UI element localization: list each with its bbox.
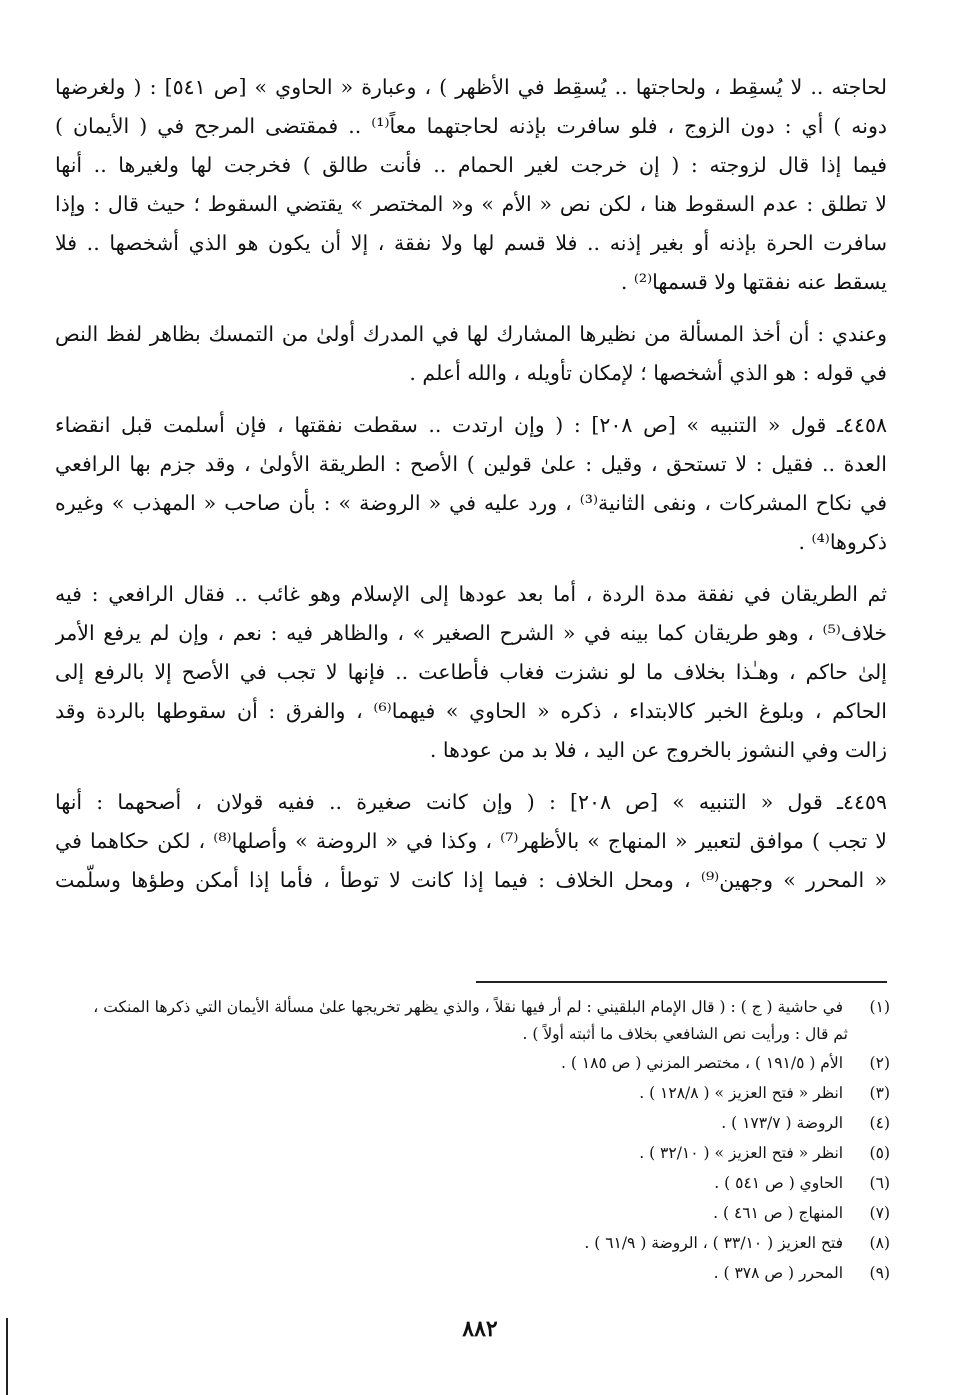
- footnote-number: (٢): [869, 1054, 890, 1072]
- footnote-number: (٩): [869, 1264, 890, 1282]
- footnote-number: (٧): [869, 1204, 890, 1222]
- text-line: لحاجته .. لا يُسقِط ، ولحاجتها .. يُسقِط في الأظهر ) ، وعبارة « الحاوي » [ص ٥٤١] : ( ولغرضها: [55, 75, 887, 99]
- main-text: [55, 68, 887, 900]
- footnote-text: فتح العزيز ( ٣٣/١٠ ) ، الروضة ( ٦١/٩ ) .: [584, 1234, 844, 1252]
- page-edge-line: [6, 1318, 8, 1395]
- footnote: [55, 1198, 890, 1228]
- text-line: ذكروها⁽⁴⁾ .: [798, 530, 887, 554]
- text-line: فيما إذا قال لزوجته : ( إن خرجت لغير الحمام .. فأنت طالق ) فخرجت لها ولغيرها .. أنها: [55, 153, 887, 177]
- footnote: [55, 992, 890, 1022]
- text-line: في نكاح المشركات ، ونفى الثانية⁽³⁾ ، ورد عليه في « الروضة » : بأن صاحب « المهذب » وغيره: [55, 491, 887, 515]
- text-line: ٤٤٥٩ـ قول « التنبيه » [ص ٢٠٨] : ( وإن كانت صغيرة .. ففيه قولان ، أصحهما : أنها: [55, 790, 887, 814]
- page-number: ٨٨٢: [462, 1316, 498, 1342]
- footnote: [55, 1258, 890, 1288]
- footnote-text: الحاوي ( ص ٥٤١ ) .: [714, 1174, 844, 1192]
- footnote-text: انظر « فتح العزيز » ( ١٢٨/٨ ) .: [639, 1084, 844, 1102]
- footnote: [55, 1228, 890, 1258]
- footnote: [55, 1078, 890, 1108]
- footnote-number: (٥): [869, 1144, 890, 1162]
- text-line: « المحرر » وجهين⁽⁹⁾ ، ومحل الخلاف : فيما إذا كانت لا توطأ ، فأما إذا أمكن وطؤها وسلّمت: [55, 868, 887, 892]
- footnote-number: (٦): [869, 1174, 890, 1192]
- footnote-number: (٨): [869, 1234, 890, 1252]
- text-line: لا تجب ) موافق لتعبير « المنهاج » بالأظهر⁽⁷⁾ ، وكذا في « الروضة » وأصلها⁽⁸⁾ ، لكن حكاهما في: [55, 829, 887, 853]
- text-line: خلاف⁽⁵⁾ ، وهو طريقان كما بينه في « الشرح الصغير » ، والظاهر فيه : نعم ، وإن لم يرفع الأمر: [55, 621, 887, 645]
- footnote-number: (٣): [869, 1084, 890, 1102]
- footnote-number: (١): [869, 998, 890, 1016]
- text-line: في قوله : هو الذي أشخصها ؛ لإمكان تأويله ، والله أعلم .: [409, 361, 887, 385]
- text-line: إلىٰ حاكم ، وهـٰذا بخلاف ما لو نشزت فغاب فأطاعت .. فإنها لا تجب في الأصح إلا بالرفع إلى: [55, 660, 887, 684]
- footnote-continuation: ثم قال : ورأيت نص الشافعي بخلاف ما أثبته أولاً ) .: [522, 1025, 848, 1043]
- text-line: ثم الطريقان في نفقة مدة الردة ، أما بعد عودها إلى الإسلام وهو غائب .. فقال الرافعي : فيه: [55, 582, 887, 606]
- footnote-text: الأم ( ١٩١/٥ ) ، مختصر المزني ( ص ١٨٥ ) .: [560, 1054, 844, 1072]
- footnote-text: الروضة ( ١٧٣/٧ ) .: [721, 1114, 844, 1132]
- text-line: وعندي : أن أخذ المسألة من نظيرها المشارك لها في المدرك أولىٰ من التمسك بظاهر لفظ النص: [55, 322, 887, 346]
- footnote: [55, 1048, 890, 1078]
- text-line: العدة .. فقيل : لا تستحق ، وقيل : علىٰ قولين ) الأصح : الطريقة الأولىٰ ، وقد جزم بها الرافعي: [55, 452, 887, 476]
- footnote-text: في حاشية ( ج ) : ( قال الإمام البلقيني : لم أر فيها نقلاً ، والذي يظهر تخريجها علىٰ مسألة الأيمان التي ذكرها المنكت ،: [93, 998, 844, 1016]
- footnote-separator: [476, 981, 887, 983]
- text-line: زالت وفي النشوز بالخروج عن اليد ، فلا بد من عودها .: [429, 738, 887, 762]
- text-line: ٤٤٥٨ـ قول « التنبيه » [ص ٢٠٨] : ( وإن ارتدت .. سقطت نفقتها ، فإن أسلمت قبل انقضاء: [55, 413, 887, 437]
- text-line: لا تطلق : عدم السقوط هنا ، لكن نص « الأم » و« المختصر » يقتضي السقوط ؛ حيث قال : وإذا: [55, 192, 887, 216]
- footnote: [55, 1168, 890, 1198]
- footnote: [55, 1108, 890, 1138]
- footnote-text: المحرر ( ص ٣٧٨ ) .: [713, 1264, 844, 1282]
- text-line: سافرت الحرة بإذنه أو بغير إذنه .. فلا قسم لها ولا نفقة ، إلا أن يكون هو الذي أشخصها .. فلا: [55, 231, 887, 255]
- footnotes: [55, 992, 890, 1288]
- text-line: دونه ) أي : دون الزوج ، فلو سافرت بإذنه لحاجتهما معاً⁽¹⁾ .. فمقتضى المرجح في ( الأيمان ): [55, 114, 887, 138]
- footnote: [55, 1138, 890, 1168]
- footnote-text: انظر « فتح العزيز » ( ٣٢/١٠ ) .: [639, 1144, 844, 1162]
- text-line: الحاكم ، وبلوغ الخبر كالابتداء ، ذكره « الحاوي » فيهما⁽⁶⁾ ، والفرق : أن سقوطها بالردة وقد: [55, 699, 887, 723]
- footnote-number: (٤): [869, 1114, 890, 1132]
- text-line: يسقط عنه نفقتها ولا قسمها⁽²⁾ .: [620, 270, 887, 294]
- footnote-text: المنهاج ( ص ٤٦١ ) .: [713, 1204, 844, 1222]
